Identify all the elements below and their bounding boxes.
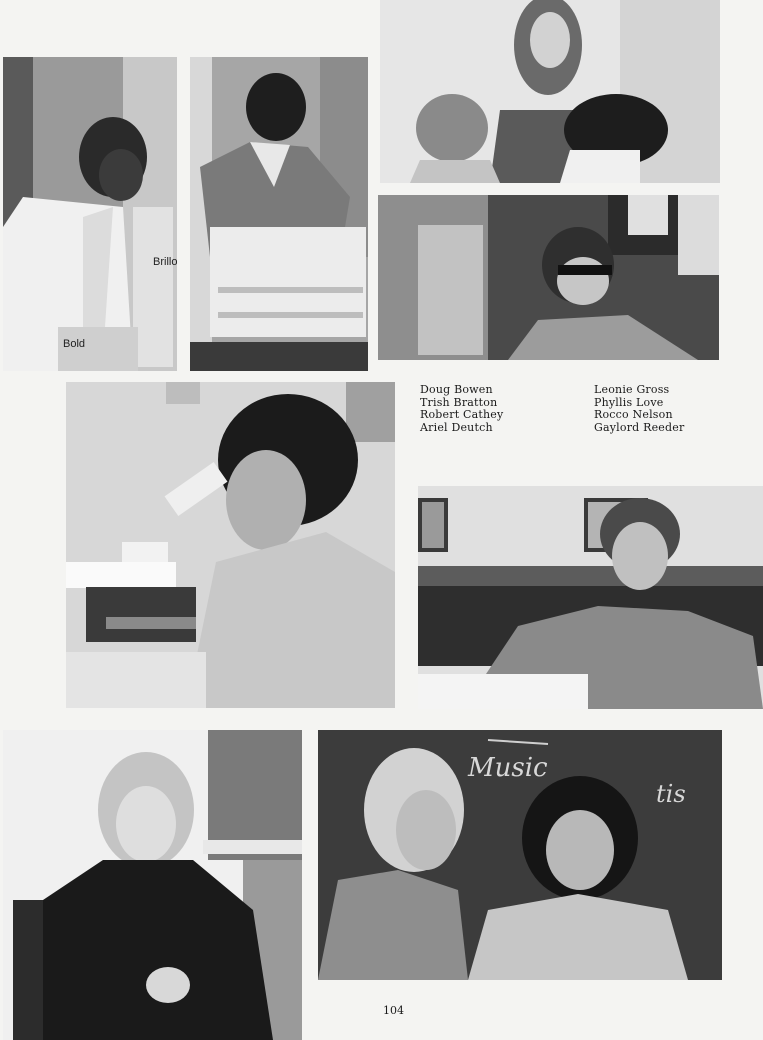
name-phyllis-love: Phyllis Love: [594, 395, 664, 409]
name-trish-bratton: Trish Bratton: [420, 395, 498, 409]
photo-chalkboard: [318, 730, 722, 980]
photo-writing-desk: [418, 486, 763, 709]
brillo-box-label: Brillo: [153, 256, 177, 268]
name-robert-cathey: Robert Cathey: [420, 408, 504, 422]
name-leonie-gross: Leonie Gross: [594, 383, 670, 396]
photo-girl-sweater: [3, 730, 302, 1040]
name-gaylord-reeder: Gaylord Reeder: [594, 420, 685, 434]
page-number: 104: [383, 1004, 404, 1017]
photo-boy-glasses: [378, 195, 719, 360]
photo-man-drawer: [190, 57, 368, 371]
photo-girl-children: [380, 0, 720, 183]
names-left-column: [420, 384, 503, 434]
chalkboard-text-music: Music: [468, 753, 548, 783]
chalkboard-text-tis: tis: [656, 780, 686, 808]
bold-box-label: Bold: [63, 338, 86, 350]
photo-store-girl: [3, 57, 177, 371]
name-doug-bowen: Doug Bowen: [420, 383, 493, 396]
name-ariel-deutch: Ariel Deutch: [420, 420, 493, 434]
photo-microscope: [66, 382, 395, 708]
names-right-column: [594, 384, 684, 434]
name-rocco-nelson: Rocco Nelson: [594, 408, 673, 422]
